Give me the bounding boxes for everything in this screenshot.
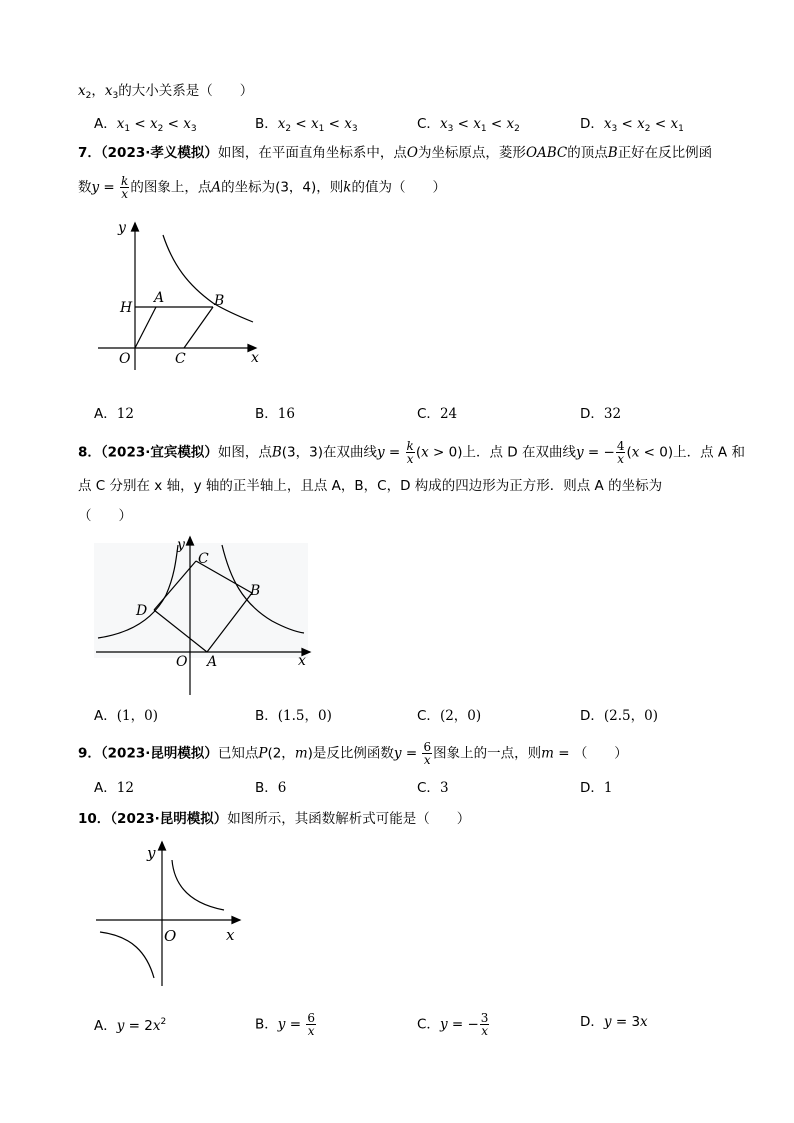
q8-option-c[interactable]: C．(2，0) [417,708,482,724]
q9-option-b[interactable]: B．6 [255,780,287,796]
q10-stem: 10．（2023·昆明模拟）如图所示，其函数解析式可能是（ ） [78,811,471,827]
q6-options [94,114,744,134]
q7-label-b: B [214,293,225,309]
q7-option-c[interactable]: C．24 [417,406,458,422]
q7-options [94,404,744,424]
q7-option-a[interactable]: A．12 [94,406,134,422]
q8-stem-line3: （ ） [78,508,132,524]
q9-option-a[interactable]: A．12 [94,780,134,796]
q7-label-h: H [120,300,133,316]
q7-option-b[interactable]: B．16 [255,406,295,422]
q8-label-x: x [298,653,306,669]
q6-tail-line: $x_2$，$x_3$的大小关系是（ ） [78,83,254,101]
q8-option-a[interactable]: A．(1，0) [94,708,158,724]
q8-label-y: y [177,537,185,553]
q9-source: （2023·昆明模拟） [100,745,218,762]
q7-label-a: A [154,290,165,306]
q10-option-d[interactable]: D．y = 3x [580,1014,648,1030]
q10-options [94,1011,744,1038]
q8-number: 8． [78,444,101,461]
q8-figure [92,533,318,698]
q8-label-b: B [250,583,261,599]
q8-label-c: C [198,551,209,567]
q9-options [94,778,744,798]
q7-label-x: x [251,350,259,366]
q7-label-o: O [119,351,131,367]
q6-option-b[interactable]: B．$x_2 < x_1 < x_3$ [255,116,358,134]
q6-option-a[interactable]: A．$x_1 < x_2 < x_3$ [94,116,197,134]
q8-option-b[interactable]: B．(1.5，0) [255,708,332,724]
q8-stem-line2: 点 C 分别在 x 轴，y 轴的正半轴上，且点 A，B，C，D 构成的四边形为正方形．则点 A 的坐标为 [78,478,663,494]
q6-option-c[interactable]: C．$x_3 < x_1 < x_2$ [417,116,520,134]
q10-label-y: y [147,844,156,862]
q9-option-c[interactable]: C．3 [417,780,449,796]
q9-option-d[interactable]: D．1 [580,780,613,796]
q7-source: （2023·孝义模拟） [100,145,218,161]
q10-label-o: O [164,927,177,945]
q6-option-d[interactable]: D．$x_3 < x_2 < x_1$ [580,116,684,134]
q7-label-y: y [118,220,126,236]
q7-stem-line2: 数y = $\frac{k}{x}$ 的图象上，点A的坐标为(3，4)，则k的值为（ ） [78,174,446,201]
q7-label-c: C [175,351,186,367]
q7-stem-line1: 7．（2023·孝义模拟）如图，在平面直角坐标系中，点O为坐标原点，菱形OABC的顶点B正好在反比例函 [78,145,713,161]
q9-stem: 9．（2023·昆明模拟）已知点P(2，m)是反比例函数y = $\frac{6}{x}$ 图象上的一点，则m = （ ） [78,740,628,767]
q8-source: （2023·宜宾模拟） [100,444,218,461]
q10-label-x: x [226,926,235,944]
q8-option-d[interactable]: D．(2.5，0) [580,708,658,724]
q8-stem-line1: 8．（2023·宜宾模拟）如图，点B(3，3)在双曲线y = $\frac{k}{x}$ (x > 0)上．点 D 在双曲线y = − $\frac{4}{x}$ (x < 0)上．点 A 和 [78,439,745,466]
q9-number: 9． [78,745,101,762]
q7-option-d[interactable]: D．32 [580,406,622,422]
q8-options [94,706,744,726]
q7-figure [88,215,268,375]
q10-source: （2023·昆明模拟） [110,811,228,827]
q10-option-b[interactable]: B．y = $\frac{6}{x}$ [255,1011,315,1038]
q10-number: 10． [78,811,111,827]
q8-label-a: A [207,654,218,670]
q8-label-d: D [136,603,148,619]
q7-number: 7． [78,145,101,161]
q8-label-o: O [176,654,188,670]
q10-figure [92,838,252,990]
q10-option-c[interactable]: C．y = − $\frac{3}{x}$ [417,1011,489,1038]
q10-option-a[interactable]: A．$y = 2x^2$ [94,1017,167,1034]
